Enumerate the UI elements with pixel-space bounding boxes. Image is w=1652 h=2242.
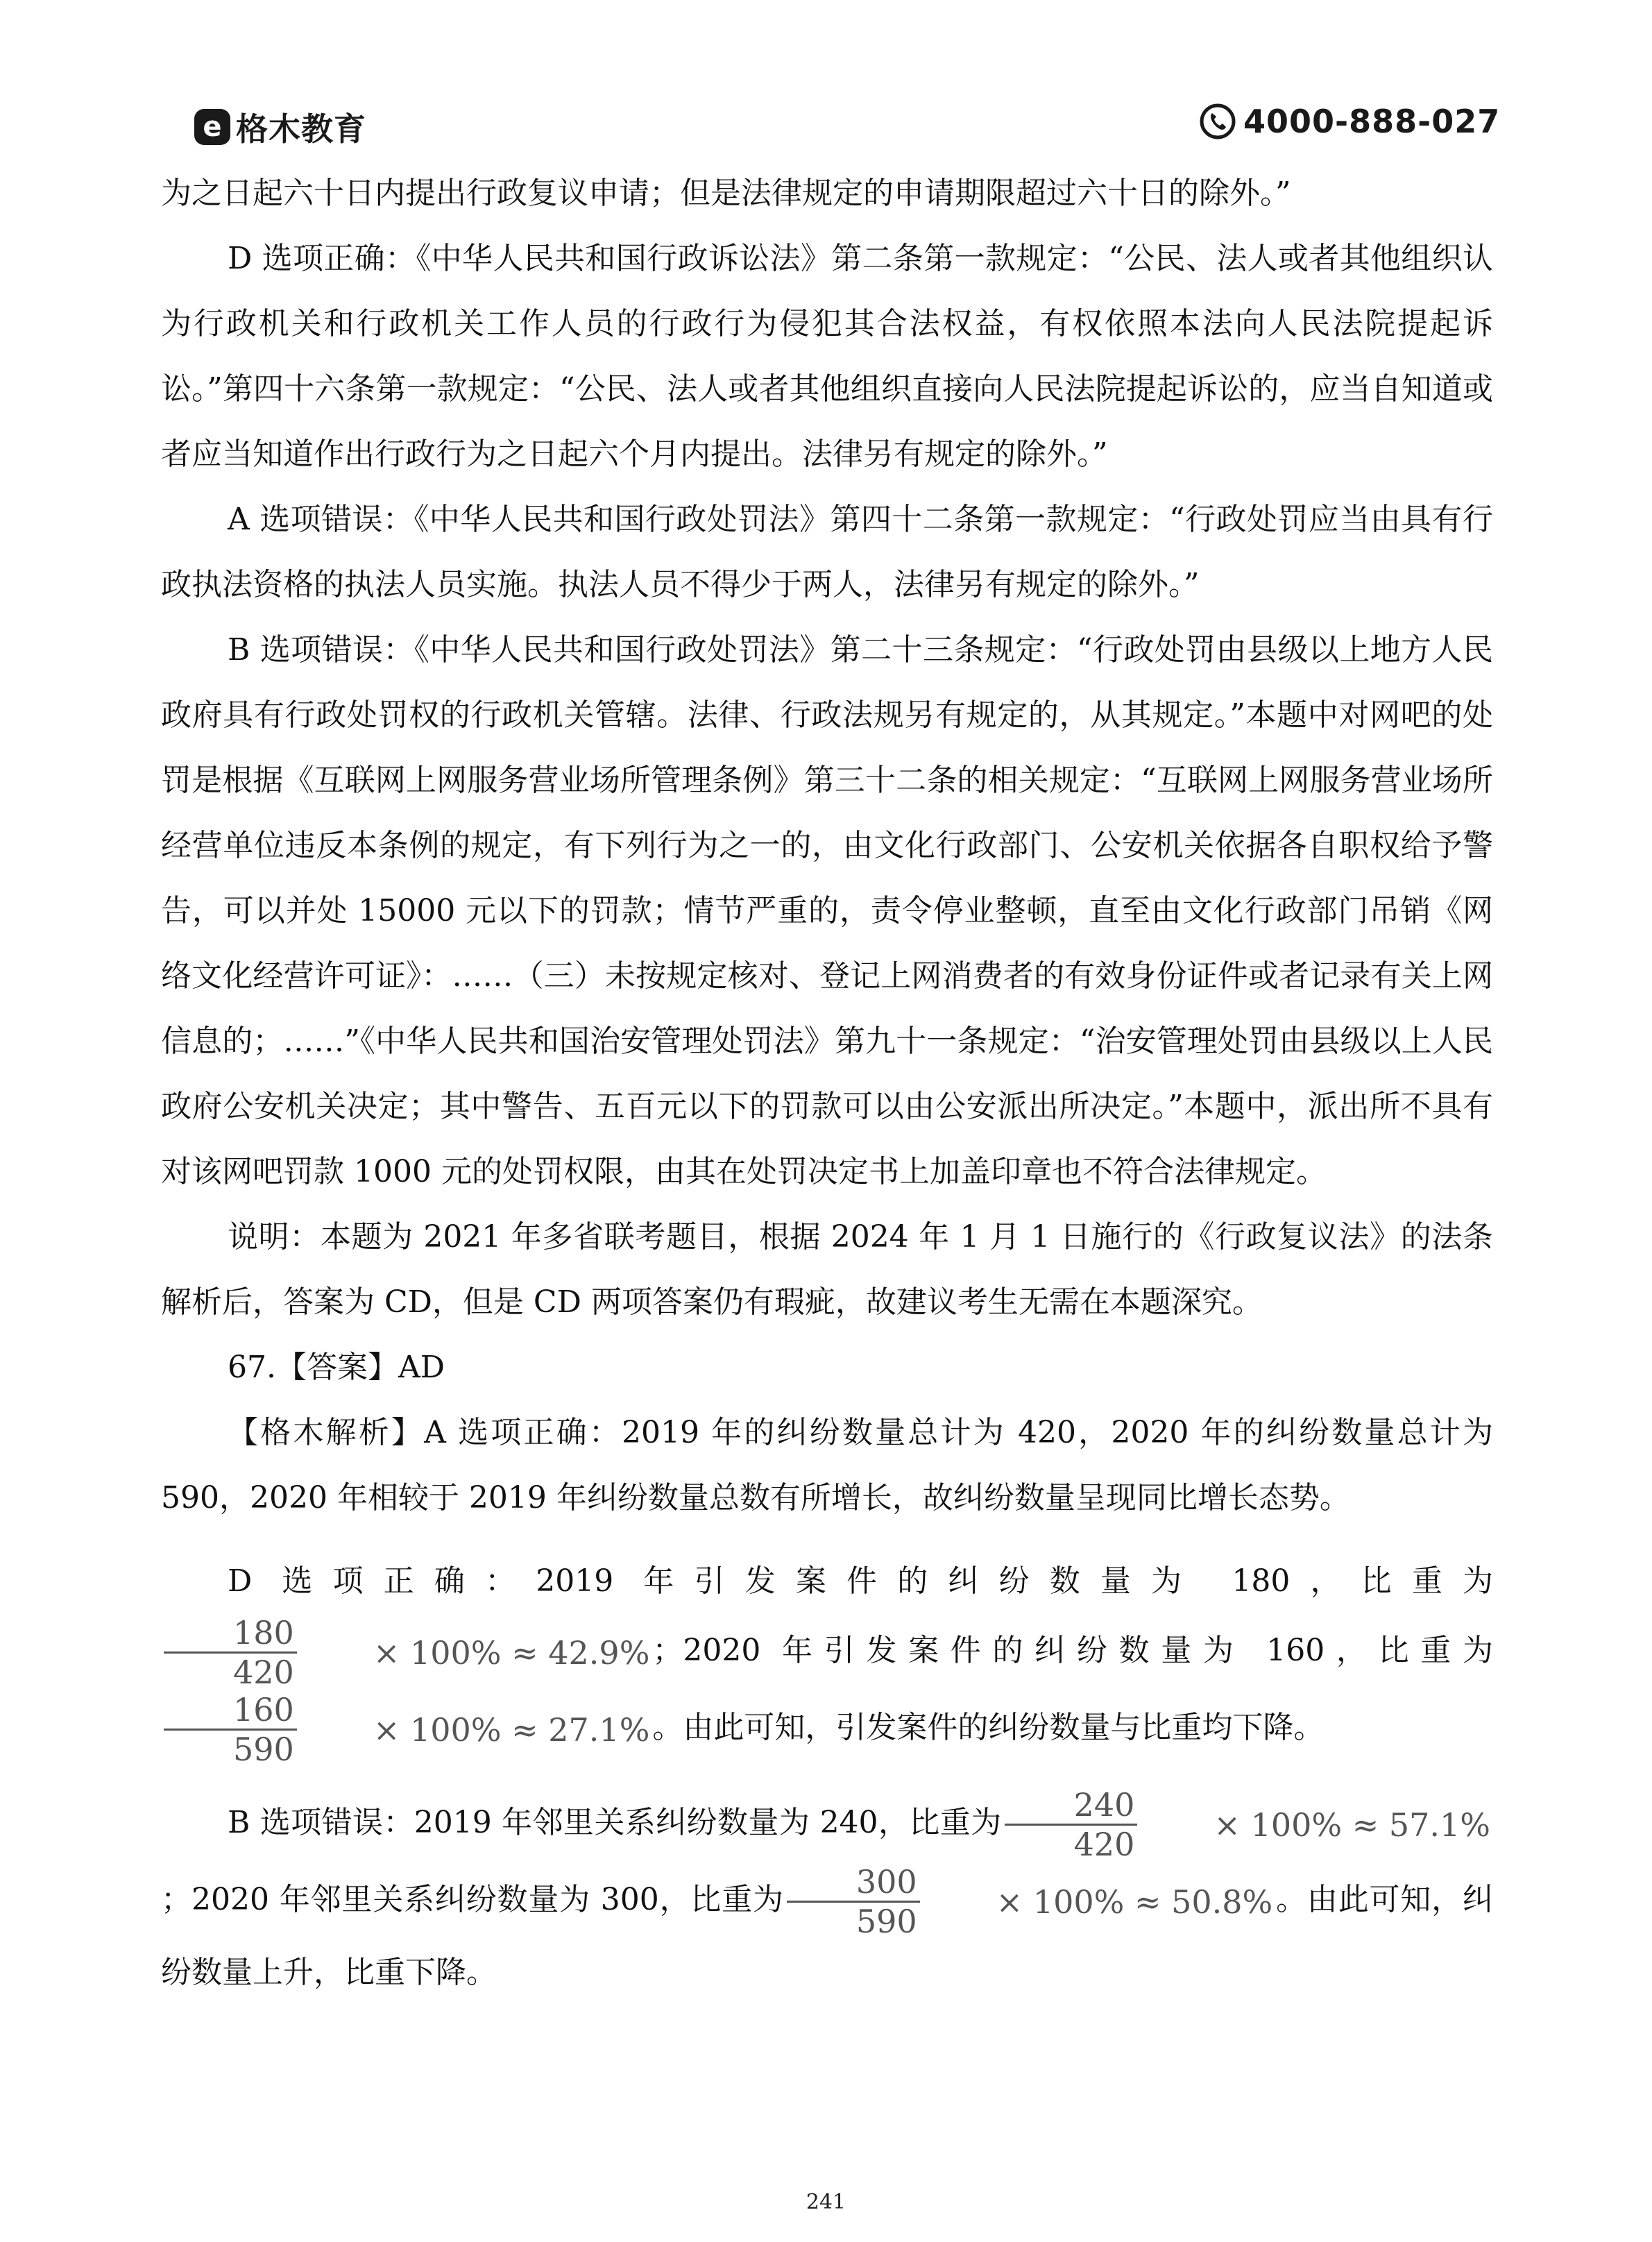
formula-2020-neighbor-ratio	[787, 1863, 1272, 1940]
paragraph-analysis: 【格木解析】A 选项正确：2019 年的纠纷数量总计为 420，2020 年的纠纷数量总计为 590，2020 年相较于 2019 年纠纷数量总数有所增长，故纠纷数量呈现同比增长态势。	[161, 1415, 1493, 1515]
numerator: 240	[1005, 1786, 1138, 1826]
numerator: 160	[164, 1691, 297, 1731]
logo-e-icon: e	[194, 109, 230, 145]
formula-rest: × 100% ≈ 50.8%	[996, 1883, 1273, 1921]
text-segment: 。由此可知，引发案件的纠纷数量与比重均下降。	[652, 1710, 1325, 1745]
denominator: 420	[233, 1654, 294, 1691]
text-segment: ；2020 年邻里关系纠纷数量为 300，比重为	[161, 1882, 784, 1917]
formula-2019-neighbor-ratio	[1005, 1786, 1490, 1863]
brand-logo	[194, 104, 366, 150]
formula-rest: × 100% ≈ 27.1%	[373, 1710, 650, 1749]
paragraph-note: 说明：本题为 2021 年多省联考题目，根据 2024 年 1 月 1 日施行的《行政复议法》的法条解析后，答案为 CD，但是 CD 两项答案仍有瑕疵，故建议考生无需在本题深究。	[161, 1219, 1493, 1320]
paragraph-continuation: 为之日起六十日内提出行政复议申请；但是法律规定的申请期限超过六十日的除外。”	[161, 176, 1291, 211]
paragraph-answer-67: 67.【答案】AD	[228, 1350, 445, 1385]
text-segment: D 选项正确：2019 年引发案件的纠纷数量为 180，比重为	[228, 1563, 1493, 1599]
phone-icon	[1199, 103, 1236, 140]
paragraph-option-b-calc	[161, 1786, 1493, 2005]
formula-rest: × 100% ≈ 57.1%	[1214, 1806, 1490, 1844]
denominator: 420	[1073, 1826, 1135, 1863]
paragraph-option-d-calc	[161, 1549, 1493, 1768]
phone-contact	[1199, 103, 1500, 140]
numerator: 180	[164, 1614, 297, 1654]
logo-text: 格木教育	[236, 110, 366, 148]
page-header	[0, 0, 1652, 167]
fraction	[164, 1614, 297, 1691]
numerator: 300	[787, 1863, 920, 1903]
denominator: 590	[855, 1903, 917, 1940]
paragraph-option-a-wrong: A 选项错误：《中华人民共和国行政处罚法》第四十二条第一款规定：“行政处罚应当由具有行政执法资格的执法人员实施。执法人员不得少于两人，法律另有规定的除外。”	[161, 502, 1493, 602]
text-segment: ；2020 年引发案件的纠纷数量为 160，比重为	[652, 1633, 1493, 1668]
formula-2020-case-ratio	[164, 1691, 649, 1768]
page-number: 241	[806, 2190, 846, 2214]
fraction	[787, 1863, 920, 1940]
text-segment: B 选项错误：2019 年邻里关系纠纷数量为 240，比重为	[228, 1805, 1002, 1840]
denominator: 590	[233, 1731, 294, 1768]
phone-number: 4000-888-027	[1243, 103, 1501, 140]
fraction	[164, 1691, 297, 1768]
paragraph-option-b-wrong: B 选项错误：《中华人民共和国行政处罚法》第二十三条规定：“行政处罚由县级以上地方人民政府具有行政处罚权的行政机关管辖。法律、行政法规另有规定的，从其规定。”本题中对网吧的处罚是根据《互联网上网服务营业场所管理条例》第三十二条的相关规定：“互联网上网服务营业场所经营单位违反本条例的规定，有下列行为之一的，由文化行政部门、公安机关依据各自职权给予警告，可以并处 15000 元以下的罚款；情节严重的，责令停业整顿，直至由文化行政部门吊销《网络文化经营许可证》：……（三）未按规定核对、登记上网消费者的有效身份证件或者记录有关上网信息的；……”《中华人民共和国治安管理处罚法》第九十一条规定：“治安管理处罚由县级以上人民政府公安机关决定；其中警告、五百元以下的罚款可以由公安派出所决定。”本题中，派出所不具有对该网吧罚款 1000 元的处罚权限，由其在处罚决定书上加盖印章也不符合法律规定。	[161, 632, 1493, 1189]
paragraph-option-d-correct: D 选项正确：《中华人民共和国行政诉讼法》第二条第一款规定：“公民、法人或者其他组织认为行政机关和行政机关工作人员的行政行为侵犯其合法权益，有权依照本法向人民法院提起诉讼。”第四十六条第一款规定：“公民、法人或者其他组织直接向人民法院提起诉讼的，应当自知道或者应当知道作出行政行为之日起六个月内提出。法律另有规定的除外。”	[161, 241, 1493, 472]
document-body	[161, 161, 1493, 2005]
text-segment: 。由此可知，纠纷数量上升，比重下降。	[161, 1882, 1493, 1990]
formula-rest: × 100% ≈ 42.9%	[373, 1633, 650, 1672]
fraction	[1005, 1786, 1138, 1863]
formula-2019-case-ratio	[164, 1614, 649, 1691]
